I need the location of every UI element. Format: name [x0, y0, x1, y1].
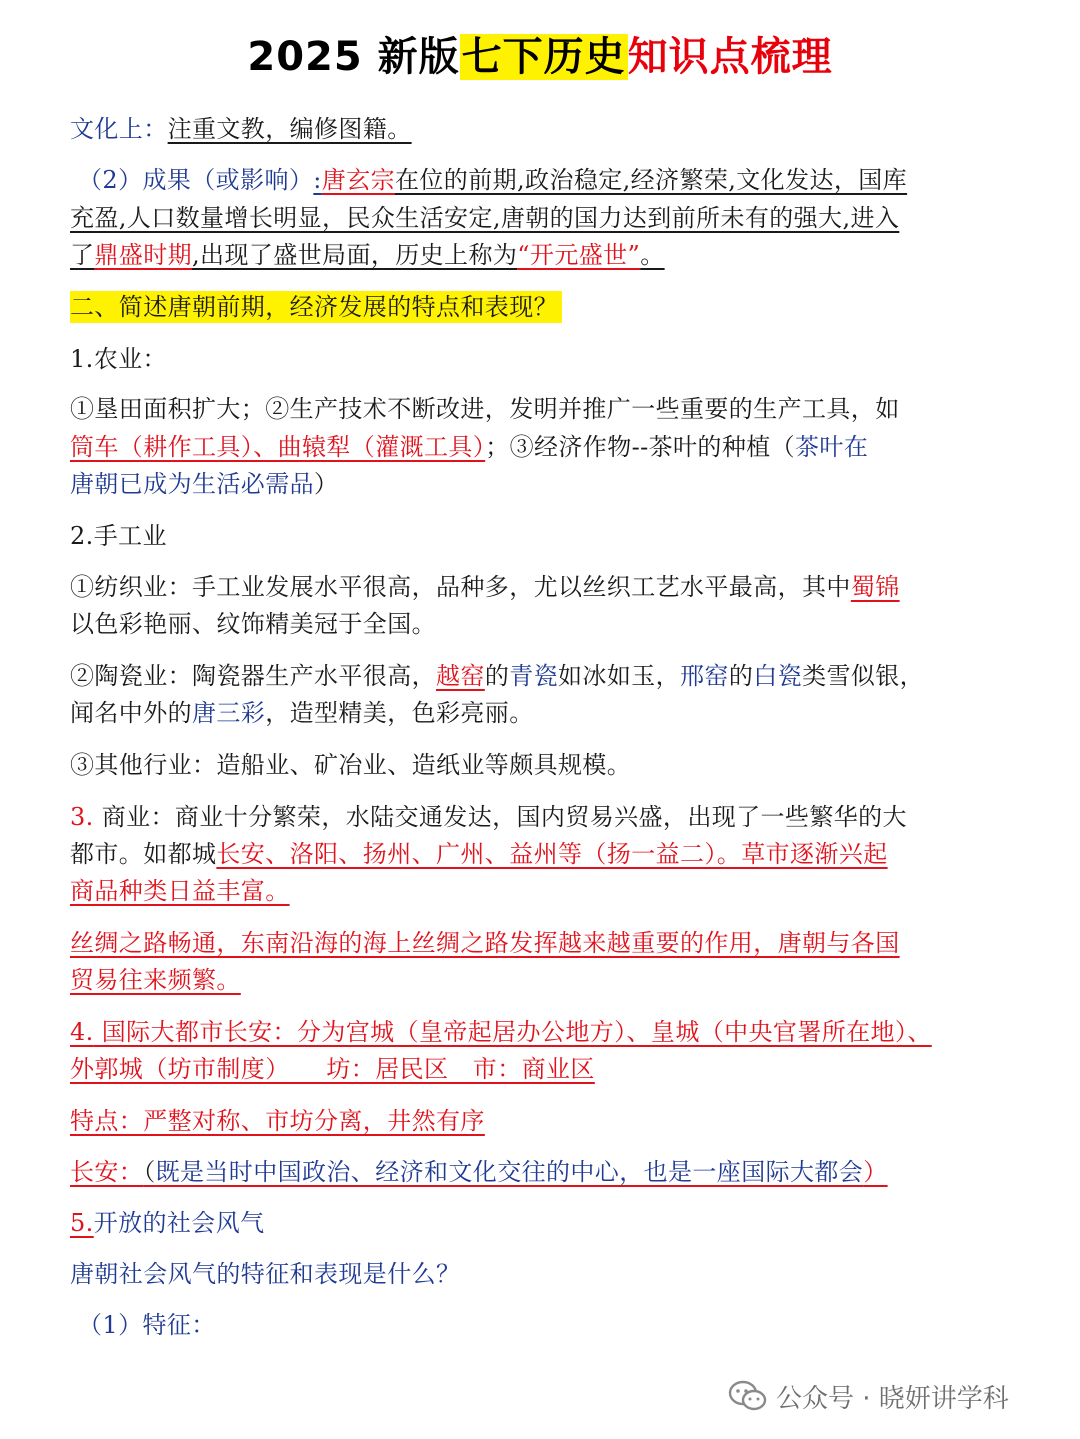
silk-road-line-2 [70, 962, 1012, 999]
question-2-text: 二、简述唐朝前期，经济发展的特点和表现？ [70, 291, 562, 323]
watermark-text: 公众号 · 晓妍讲学科 [776, 1383, 1009, 1414]
textile-line-1 [70, 569, 1012, 606]
ceramic-text-d: 闻名中外的 [70, 699, 192, 727]
white-porcelain: 白瓷 [753, 662, 803, 690]
question-2 [70, 289, 1012, 326]
commerce-num: 3. [70, 803, 94, 831]
achievement-text-1: 在位的前期,政治稳定,经济繁荣,文化发达，国库 [395, 166, 908, 194]
commerce-line-2 [70, 836, 1012, 873]
achievement-label: 成果（或影响） [142, 166, 314, 194]
changan-features [70, 1103, 1012, 1140]
page-title [0, 22, 1080, 92]
title-part-1: 2025 新版 [247, 34, 460, 80]
silk-road-text-2: 贸易往来频繁。 [70, 966, 241, 994]
ceramic-line-2 [70, 695, 1012, 732]
emperor-name: 唐玄宗 [321, 166, 395, 194]
tea-text-1: 茶叶在 [795, 433, 869, 461]
celadon: 青瓷 [509, 662, 559, 690]
commerce-line-1 [70, 799, 1012, 836]
yue-kiln: 越窑 [436, 662, 485, 690]
tea-close: ） [314, 470, 339, 498]
changan-line-1 [70, 1014, 1012, 1051]
kaiyuan-era: “开元盛世” [517, 241, 641, 269]
commerce-line-3 [70, 873, 1012, 910]
society-heading [70, 1205, 1012, 1242]
commerce-text-3: 商品种类日益丰富。 [70, 877, 290, 905]
tang-sancai: 唐三彩 [192, 699, 266, 727]
wechat-icon [728, 1379, 768, 1413]
title-part-3: 知识点梳理 [627, 34, 833, 80]
ceramic-text-e: ，造型精美，色彩亮丽。 [265, 699, 534, 727]
changan-label: 长安： [70, 1158, 144, 1186]
other-industries: ③其他行业：造船业、矿冶业、造纸业等颇具规模。 [70, 751, 632, 779]
textile-line-2: 以色彩艳丽、纹饰精美冠于全国。 [70, 610, 436, 638]
agriculture-line-2 [70, 429, 1012, 466]
ceramic-text-c: 类雪似银， [802, 662, 925, 690]
changan-line-2 [70, 1051, 1012, 1088]
changan-description [70, 1154, 1012, 1191]
agriculture-heading: 1.农业： [70, 345, 167, 373]
agriculture-line-3 [70, 466, 1012, 503]
achievement-line-2 [70, 200, 1012, 237]
title-part-2-highlighted: 七下历史 [461, 34, 626, 80]
changan-open: （ [143, 1158, 156, 1186]
achievement-num: （2） [78, 166, 143, 194]
changan-desc: 既是当时中国政治、经济和文化交往的中心，也是一座国际大都会 [155, 1158, 864, 1186]
textile-text-1: ①纺织业：手工业发展水平很高，品种多，尤以丝织工艺水平最高，其中 [70, 573, 851, 601]
changan-num: 4. [70, 1018, 94, 1046]
society-question [70, 1256, 1012, 1293]
achievement-text-3a: 了 [70, 241, 95, 269]
feature-num: （1） [78, 1311, 143, 1339]
changan-text-1: 国际大都市长安：分为宫城（皇帝起居办公地方）、皇城（中央官署所在地）、 [93, 1018, 932, 1046]
achievement-line-3 [70, 237, 1012, 274]
achievement-line-1 [78, 162, 1020, 199]
silk-road-line-1 [70, 925, 1012, 962]
commerce-text-1: 商业：商业十分繁荣，水陆交通发达，国内贸易兴盛，出现了一些繁华的大 [93, 803, 907, 831]
xing-kiln: 邢窑 [680, 662, 729, 690]
changan-text-2: 外郭城（坊市制度） 坊：居民区 市：商业区 [70, 1055, 595, 1083]
society-num: 5. [70, 1209, 94, 1237]
tea-text-2: 唐朝已成为生活必需品 [70, 470, 314, 498]
ceramic-text-b: 如冰如玉， [558, 662, 681, 690]
society-question-text: 唐朝社会风气的特征和表现是什么？ [70, 1260, 461, 1288]
achievement-text-3c: 。 [640, 241, 665, 269]
agriculture-text-2: ；③经济作物--茶叶的种植（ [485, 433, 796, 461]
achievement-text-2: 充盈,人口数量增长明显，民众生活安定,唐朝的国力达到前所未有的强大,进入 [70, 204, 900, 232]
feature-label: 特征： [142, 1311, 216, 1339]
achievement-text-3b: ,出现了盛世局面，历史上称为 [192, 241, 518, 269]
society-title: 开放的社会风气 [93, 1209, 265, 1237]
major-cities: 长安、洛阳、扬州、广州、益州等（扬一益二）。草市逐渐兴起 [216, 840, 888, 868]
changan-feature-text: 特点：严整对称、市坊分离，井然有序 [70, 1107, 485, 1135]
ceramic-de-2: 的 [728, 662, 754, 690]
peak-period: 鼎盛时期 [94, 241, 193, 269]
silk-road-text-1: 丝绸之路畅通，东南沿海的海上丝绸之路发挥越来越重要的作用，唐朝与各国 [70, 929, 900, 957]
ceramic-line-1 [70, 658, 1012, 695]
farm-tools: 筒车（耕作工具）、曲辕犁（灌溉工具） [70, 433, 486, 461]
handicraft-heading: 2.手工业 [70, 522, 167, 550]
commerce-text-2: 都市。如都城 [70, 840, 217, 868]
achievement-colon: : [313, 166, 322, 194]
culture-text: 注重文教，编修图籍。 [167, 115, 412, 143]
culture-line [70, 111, 1012, 148]
watermark [728, 1376, 1009, 1416]
agriculture-line-1: ①垦田面积扩大；②生产技术不断改进，发明并推广一些重要的生产工具，如 [70, 395, 900, 423]
changan-close: ） [863, 1158, 888, 1186]
feature-subheading [78, 1307, 1020, 1344]
culture-label: 文化上： [70, 115, 168, 143]
shu-brocade: 蜀锦 [850, 573, 900, 601]
ceramic-de-1: 的 [484, 662, 510, 690]
ceramic-text-a: ②陶瓷业：陶瓷器生产水平很高， [70, 662, 436, 690]
